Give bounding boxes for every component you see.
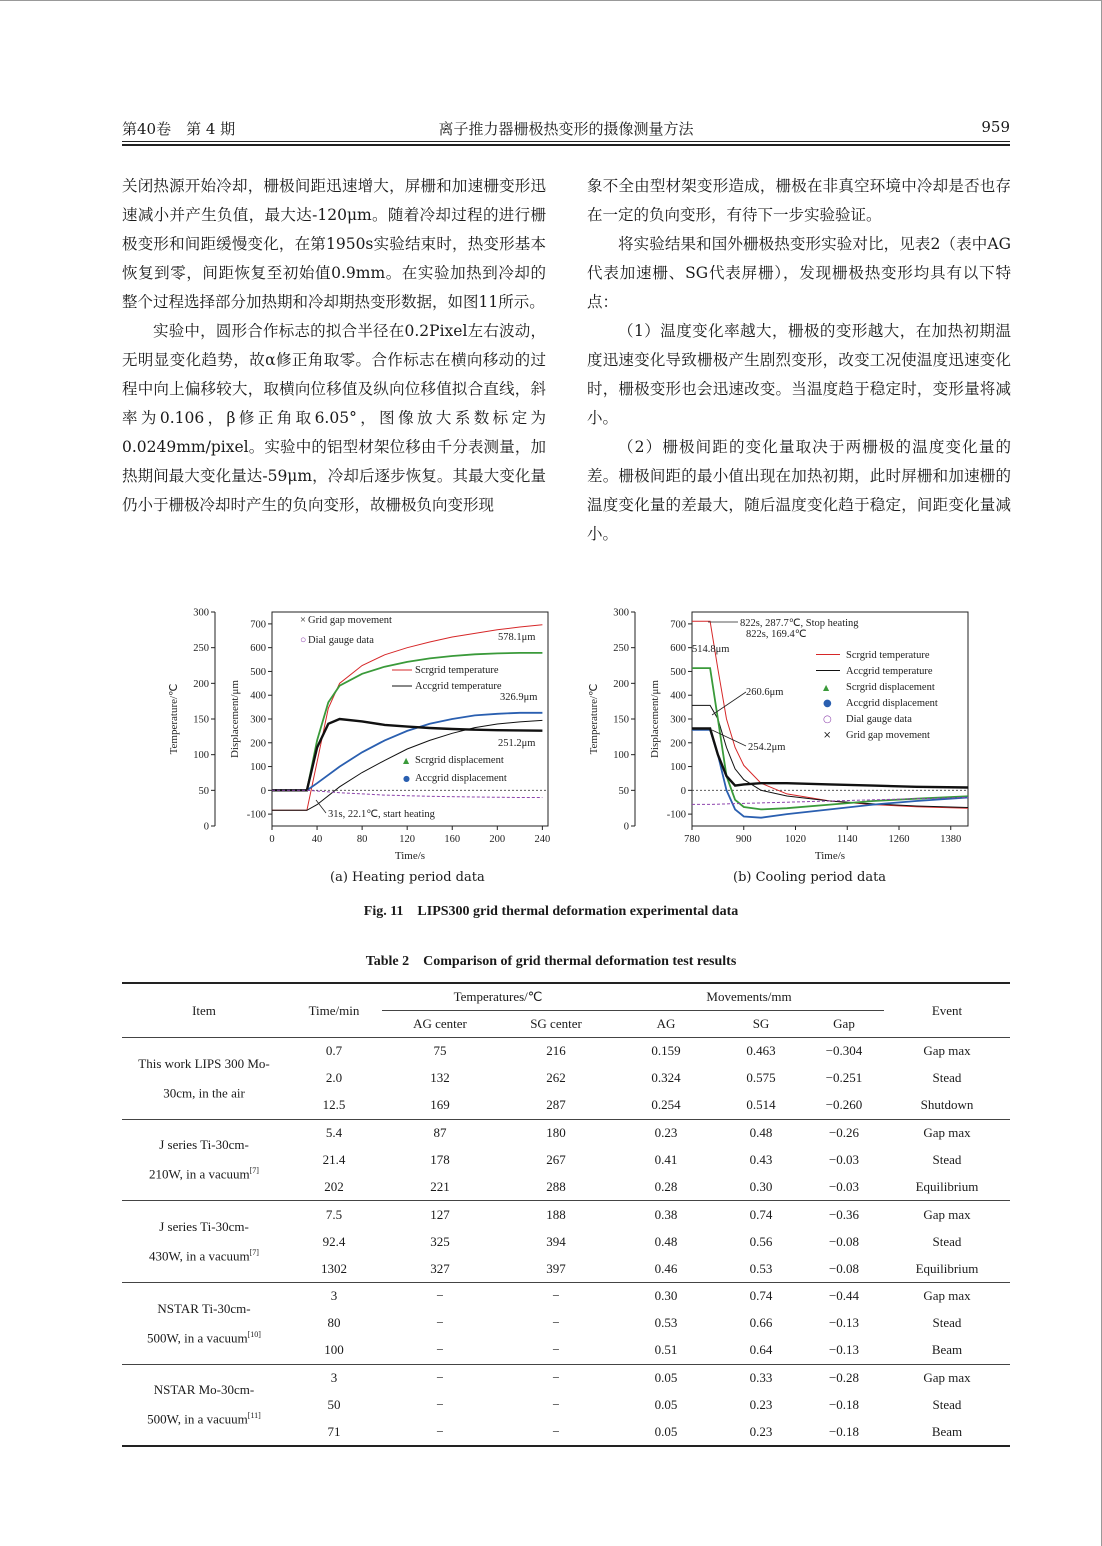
x-tick-label: 80 xyxy=(356,834,368,845)
series-label: Accgrid temperature xyxy=(415,681,502,692)
item-line-2 xyxy=(122,1403,286,1432)
table-row xyxy=(122,1201,1010,1228)
table-caption: Table 2 Comparison of grid thermal deformation test results xyxy=(365,954,737,969)
th-time: Time/min xyxy=(286,983,382,1038)
cell-sg-center: − xyxy=(552,1288,560,1304)
cell-ag-center: 75 xyxy=(433,1043,447,1059)
table-row xyxy=(122,1364,1010,1391)
x-axis-label: Time/s xyxy=(814,850,846,862)
cell-gap: −0.26 xyxy=(828,1125,860,1141)
disp-tick-label: 700 xyxy=(670,619,686,631)
temp-tick-label: 100 xyxy=(613,750,629,762)
cell-gap: −0.08 xyxy=(828,1233,860,1249)
x-tick-label: 780 xyxy=(684,834,700,845)
disp-tick-label: 300 xyxy=(250,714,266,726)
temp-tick-label: 200 xyxy=(193,678,209,690)
cooling-chart xyxy=(580,600,980,865)
chart-annotation: 260.6μm xyxy=(746,687,784,698)
chart-annotation: 822s, 169.4℃ xyxy=(746,629,807,640)
series-label: Accgrid displacement xyxy=(415,773,507,784)
disp-tick-label: 600 xyxy=(250,643,266,655)
cell-sg: 0.74 xyxy=(749,1206,773,1222)
item-line-1: J series Ti-30cm- xyxy=(159,1219,249,1235)
reference-marker: [7] xyxy=(249,1248,259,1258)
cell-ag: 0.254 xyxy=(614,1092,718,1119)
legend-marker: × xyxy=(823,730,832,741)
running-header xyxy=(122,118,1010,140)
cell-time: 92.4 xyxy=(322,1233,346,1249)
disp-tick-label: 0 xyxy=(260,785,266,797)
cell-ag-center: − xyxy=(436,1315,444,1331)
legend-marker: ▲ xyxy=(403,756,410,765)
cell-ag-center: 178 xyxy=(430,1152,450,1167)
chart-annotation: 254.2μm xyxy=(748,742,786,753)
cell-gap: −0.251 xyxy=(825,1070,863,1086)
legend-entry: Accgrid displacement xyxy=(846,698,938,709)
cell-sg: 0.66 xyxy=(749,1315,773,1331)
disp-tick-label: 700 xyxy=(250,619,266,631)
item-line-2 xyxy=(122,1158,286,1187)
cell-gap: −0.13 xyxy=(828,1315,860,1331)
cell-sg-center: 288 xyxy=(498,1173,614,1200)
legend-marker: ● xyxy=(823,698,832,709)
x-tick-label: 240 xyxy=(534,834,551,845)
cell-event: Stead xyxy=(932,1070,962,1086)
cell-sg-center: 216 xyxy=(546,1043,566,1059)
cell-event: Gap max xyxy=(923,1125,971,1141)
cell-gap: −0.28 xyxy=(828,1370,860,1386)
legend-entry: Scrgrid displacement xyxy=(846,682,935,693)
x-tick-label: 1380 xyxy=(940,834,962,845)
chart-annotation: 822s, 287.7℃, Stop heating xyxy=(740,618,859,629)
header-page-number: 959 xyxy=(981,118,1010,136)
cell-time: 80 xyxy=(327,1315,341,1331)
cell-sg: 0.74 xyxy=(749,1288,773,1304)
displacement-axis-label: Displacement/μm xyxy=(229,680,241,758)
disp-tick-label: 400 xyxy=(250,690,266,702)
temperature-axis-label: Temperature/℃ xyxy=(588,683,600,755)
series-line xyxy=(272,790,542,797)
cell-ag: 0.23 xyxy=(654,1125,678,1141)
left-paragraph-1: 关闭热源开始冷却，栅极间距迅速增大，屏栅和加速栅变形迅速减小并产生负值，最大达-120μm。随着冷却过程的进行栅极变形和间距缓慢变化，在第1950s实验结束时，热变形基本恢复到零，间距恢复至初始值0.9mm。在实验加热到冷却的整个过程选择部分加热期和冷却期热变形数据，如图11所示。 xyxy=(122,177,546,311)
right-column xyxy=(587,172,1011,549)
temp-tick-label: 50 xyxy=(618,785,629,797)
cell-sg: 0.33 xyxy=(749,1370,773,1386)
cell-time: 2.0 xyxy=(325,1070,343,1086)
x-tick-label: 0 xyxy=(269,834,275,845)
cell-ag: 0.38 xyxy=(654,1206,678,1222)
cell-gap: −0.18 xyxy=(828,1397,860,1413)
legend-marker: ○ xyxy=(300,635,307,646)
cell-sg-center: − xyxy=(552,1315,560,1331)
right-paragraph-3: （1）温度变化率越大，栅极的变形越大，在加热初期温度迅速变化导致栅极产生剧烈变形，改变工况使温度迅速变化时，栅极变形也会迅速改变。当温度趋于稳定时，变形量将减小。 xyxy=(587,322,1011,427)
th-sg-center: SG center xyxy=(498,1011,614,1038)
reference-marker: [10] xyxy=(247,1329,261,1339)
x-tick-label: 1020 xyxy=(785,834,806,845)
cell-time: 12.5 xyxy=(286,1092,382,1119)
cell-event: Stead xyxy=(932,1152,962,1167)
cell-sg-center: − xyxy=(552,1397,560,1413)
disp-tick-label: 500 xyxy=(250,666,266,678)
temp-tick-label: 250 xyxy=(613,643,629,655)
cell-event: Stead xyxy=(932,1315,962,1331)
cell-event: Equilibrium xyxy=(884,1173,1010,1200)
header-rule-thick xyxy=(122,144,1010,146)
cell-gap: −0.36 xyxy=(828,1206,860,1222)
right-paragraph-1: 象不全由型材架变形造成，栅极在非真空环境中冷却是否也存在一定的负向变形，有待下一步实验验证。 xyxy=(587,177,1011,224)
cell-sg: 0.23 xyxy=(718,1418,804,1446)
item-line-1: This work LIPS 300 Mo- xyxy=(138,1055,270,1071)
legend-marker: × xyxy=(300,615,306,626)
cell-ag-center: 132 xyxy=(430,1070,450,1086)
cell-event: Gap max xyxy=(923,1043,971,1059)
series-label: Scrgrid displacement xyxy=(415,755,504,766)
cell-sg: 0.23 xyxy=(749,1397,773,1413)
legend-entry: Grid gap movement xyxy=(308,615,392,626)
temp-tick-label: 200 xyxy=(613,678,629,690)
comparison-table xyxy=(122,982,1010,1447)
table-row xyxy=(122,1119,1010,1146)
cell-ag: 0.05 xyxy=(654,1370,678,1386)
x-axis-label: Time/s xyxy=(394,850,426,862)
cell-sg-center: 188 xyxy=(546,1206,566,1222)
item-line-2-text: 500W, in a vacuum xyxy=(147,1330,248,1346)
cell-sg: 0.463 xyxy=(746,1043,776,1059)
disp-tick-label: 200 xyxy=(670,738,686,750)
annotation-leader xyxy=(712,692,746,715)
th-ag-center: AG center xyxy=(382,1011,498,1038)
cell-ag: 0.53 xyxy=(654,1315,678,1331)
legend-entry: Accgrid temperature xyxy=(846,666,933,677)
cell-sg: 0.43 xyxy=(749,1152,773,1167)
x-tick-label: 1140 xyxy=(836,834,858,845)
disp-tick-label: 100 xyxy=(670,762,686,774)
cell-ag: 0.05 xyxy=(654,1397,678,1413)
temp-tick-label: 0 xyxy=(623,821,629,833)
cell-event: Gap max xyxy=(923,1206,971,1222)
cell-ag: 0.30 xyxy=(654,1288,678,1304)
th-temperatures: Temperatures/℃ xyxy=(382,983,614,1011)
disp-tick-label: 200 xyxy=(250,738,266,750)
reference-marker: [11] xyxy=(247,1411,261,1421)
disp-tick-label: 300 xyxy=(670,714,686,726)
cell-ag-center: − xyxy=(382,1337,498,1364)
cell-ag-center: − xyxy=(436,1397,444,1413)
legend-entry: Grid gap movement xyxy=(846,730,930,741)
heating-chart xyxy=(160,600,560,865)
chart-annotation: 31s, 22.1℃, start heating xyxy=(328,809,435,820)
cell-ag: 0.05 xyxy=(614,1418,718,1446)
cell-gap: −0.03 xyxy=(828,1152,860,1167)
series-label: Scrgrid temperature xyxy=(415,665,499,676)
cell-ag-center: − xyxy=(382,1418,498,1446)
right-paragraph-2: 将实验结果和国外栅极热变形实验对比，见表2（表中AG代表加速栅、SG代表屏栅），发现栅极热变形均具有以下特点： xyxy=(587,235,1011,311)
temp-tick-label: 150 xyxy=(613,714,629,726)
cell-sg: 0.575 xyxy=(746,1070,776,1086)
cell-time: 3 xyxy=(330,1370,338,1386)
disp-tick-label: 400 xyxy=(670,690,686,702)
legend-entry: Scrgrid temperature xyxy=(846,650,930,661)
cell-gap: −0.18 xyxy=(804,1418,884,1446)
item-line-2 xyxy=(122,1322,286,1351)
cell-event: Shutdown xyxy=(884,1092,1010,1119)
cell-gap: −0.260 xyxy=(804,1092,884,1119)
cell-ag-center: 221 xyxy=(382,1173,498,1200)
cell-item xyxy=(122,1364,286,1446)
cell-sg-center: 394 xyxy=(546,1233,566,1249)
item-line-2-text: 30cm, in the air xyxy=(163,1085,245,1100)
legend-entry: Dial gauge data xyxy=(308,635,374,646)
temp-tick-label: 250 xyxy=(193,643,209,655)
item-line-1: NSTAR Ti-30cm- xyxy=(157,1300,251,1316)
cell-sg-center: 397 xyxy=(498,1255,614,1282)
cell-item xyxy=(122,1201,286,1283)
figure-11b xyxy=(580,600,980,865)
th-ag: AG xyxy=(614,1011,718,1038)
cell-ag-center: 127 xyxy=(430,1206,450,1222)
disp-tick-label: -100 xyxy=(246,809,266,821)
temperature-axis-label: Temperature/℃ xyxy=(168,683,180,755)
table-row xyxy=(122,1283,1010,1310)
cell-sg: 0.30 xyxy=(718,1173,804,1200)
cell-time: 21.4 xyxy=(322,1152,346,1167)
cell-gap: −0.03 xyxy=(804,1173,884,1200)
left-paragraph-2: 实验中，圆形合作标志的拟合半径在0.2Pixel左右波动，无明显变化趋势，故α修正角取零。合作标志在横向移动的过程中向上偏移较大，取横向位移值及纵向位移值拟合直线，斜率为0.106，β修正角取6.05°，图像放大系数标定为0.0249mm/pixel。实验中的铝型材架位移由千分表测量，加热期间最大变化量达-59μm，冷却后逐步恢复。其最大变化量仍小于栅极冷却时产生的负向变形，故栅极负向变形现 xyxy=(122,322,546,514)
cell-sg: 0.64 xyxy=(718,1337,804,1364)
item-line-2-text: 210W, in a vacuum xyxy=(149,1166,250,1182)
annotation-leader xyxy=(712,730,746,746)
cell-event: Beam xyxy=(884,1337,1010,1364)
cell-sg: 0.56 xyxy=(749,1233,773,1249)
cell-ag-center: 325 xyxy=(430,1233,450,1249)
item-line-2 xyxy=(122,1240,286,1269)
cell-item xyxy=(122,1283,286,1365)
cell-ag: 0.41 xyxy=(654,1152,678,1167)
temp-tick-label: 300 xyxy=(613,607,629,619)
item-line-2-text: 430W, in a vacuum xyxy=(149,1248,250,1264)
item-line-1: NSTAR Mo-30cm- xyxy=(153,1382,255,1398)
cell-time: 3 xyxy=(330,1288,338,1304)
cell-sg-center: 267 xyxy=(546,1152,566,1167)
legend-marker: ● xyxy=(403,774,410,783)
cell-gap: −0.44 xyxy=(828,1288,860,1304)
x-tick-label: 120 xyxy=(399,834,416,845)
header-title: 离子推力器栅极热变形的摄像测量方法 xyxy=(438,120,694,138)
th-event: Event xyxy=(884,983,1010,1038)
cell-time: 71 xyxy=(286,1418,382,1446)
item-line-2-text: 500W, in a vacuum xyxy=(147,1411,248,1427)
cell-time: 202 xyxy=(286,1173,382,1200)
page-top-border xyxy=(0,0,1102,1)
disp-tick-label: 600 xyxy=(670,643,686,655)
th-item: Item xyxy=(122,983,286,1038)
cell-item xyxy=(122,1038,286,1120)
cell-time: 0.7 xyxy=(325,1043,343,1059)
cell-sg-center: − xyxy=(498,1418,614,1446)
disp-tick-label: 0 xyxy=(680,785,686,797)
cell-time: 5.4 xyxy=(325,1125,343,1141)
legend-marker: ▲ xyxy=(823,683,830,692)
table-row xyxy=(122,1038,1010,1065)
cell-event: Stead xyxy=(932,1397,962,1413)
cell-gap: −0.304 xyxy=(825,1043,863,1059)
temp-tick-label: 300 xyxy=(193,607,209,619)
cell-ag: 0.48 xyxy=(654,1233,678,1249)
displacement-axis-label: Displacement/μm xyxy=(649,680,661,758)
temp-tick-label: 100 xyxy=(193,750,209,762)
subcaption-a: (a) Heating period data xyxy=(330,870,485,885)
subcaption-b: (b) Cooling period data xyxy=(733,870,887,885)
cell-event: Beam xyxy=(884,1418,1010,1446)
disp-tick-label: 100 xyxy=(250,762,266,774)
cell-event: Equilibrium xyxy=(884,1255,1010,1282)
x-tick-label: 40 xyxy=(311,834,323,845)
header-rule-thin xyxy=(122,141,1010,142)
figure-caption: Fig. 11 LIPS300 grid thermal deformation experimental data xyxy=(363,904,739,919)
x-tick-label: 900 xyxy=(735,834,752,845)
cell-sg-center: 180 xyxy=(546,1125,566,1141)
cell-ag-center: − xyxy=(436,1288,444,1304)
temp-tick-label: 50 xyxy=(198,785,209,797)
cell-time: 100 xyxy=(286,1337,382,1364)
chart-annotation: 326.9μm xyxy=(500,692,538,703)
chart-annotation: 578.1μm xyxy=(498,632,536,643)
right-paragraph-4: （2）栅极间距的变化量取决于两栅极的温度变化量的差。栅极间距的最小值出现在加热初期，此时屏栅和加速栅的温度变化量的差最大，随后温度变化趋于稳定，间距变化量减小。 xyxy=(587,438,1011,543)
cell-item xyxy=(122,1119,286,1201)
cell-time: 1302 xyxy=(286,1255,382,1282)
cell-sg-center: − xyxy=(552,1370,560,1386)
chart-annotation: 251.2μm xyxy=(498,738,536,749)
cell-sg: 0.514 xyxy=(718,1092,804,1119)
cell-ag-center: 327 xyxy=(382,1255,498,1282)
legend-marker: ○ xyxy=(823,714,832,725)
cell-gap: −0.08 xyxy=(804,1255,884,1282)
x-tick-label: 1260 xyxy=(888,834,910,845)
cell-ag-center: − xyxy=(436,1370,444,1386)
cell-ag: 0.159 xyxy=(651,1043,681,1059)
disp-tick-label: -100 xyxy=(666,809,686,821)
cell-event: Gap max xyxy=(923,1288,971,1304)
th-gap: Gap xyxy=(804,1011,884,1038)
cell-time: 50 xyxy=(327,1397,341,1413)
item-line-2 xyxy=(122,1077,286,1106)
x-tick-label: 200 xyxy=(489,834,506,845)
temp-tick-label: 150 xyxy=(193,714,209,726)
header-volume: 第40卷 第 4 期 xyxy=(122,120,236,138)
figure-11a xyxy=(160,600,560,865)
left-column xyxy=(122,172,546,520)
item-line-1: J series Ti-30cm- xyxy=(159,1137,249,1153)
cell-sg-center: − xyxy=(498,1337,614,1364)
cell-event: Stead xyxy=(932,1233,962,1249)
x-tick-label: 160 xyxy=(444,834,461,845)
cell-ag: 0.46 xyxy=(614,1255,718,1282)
reference-marker: [7] xyxy=(249,1166,259,1176)
cell-ag-center: 169 xyxy=(382,1092,498,1119)
cell-event: Gap max xyxy=(923,1370,971,1386)
cell-sg-center: 262 xyxy=(546,1070,566,1086)
disp-tick-label: 500 xyxy=(670,666,686,678)
legend-entry: Dial gauge data xyxy=(846,714,912,725)
cell-sg: 0.48 xyxy=(749,1125,773,1141)
temp-tick-label: 0 xyxy=(203,821,209,833)
cell-ag-center: 87 xyxy=(433,1125,447,1141)
cell-sg: 0.53 xyxy=(718,1255,804,1282)
cell-ag: 0.28 xyxy=(614,1173,718,1200)
th-movements: Movements/mm xyxy=(614,983,884,1011)
cell-ag: 0.51 xyxy=(614,1337,718,1364)
th-sg: SG xyxy=(718,1011,804,1038)
cell-sg-center: 287 xyxy=(498,1092,614,1119)
cell-time: 7.5 xyxy=(325,1206,343,1222)
cell-gap: −0.13 xyxy=(804,1337,884,1364)
chart-annotation: 514.8μm xyxy=(692,644,730,655)
cell-ag: 0.324 xyxy=(651,1070,681,1086)
